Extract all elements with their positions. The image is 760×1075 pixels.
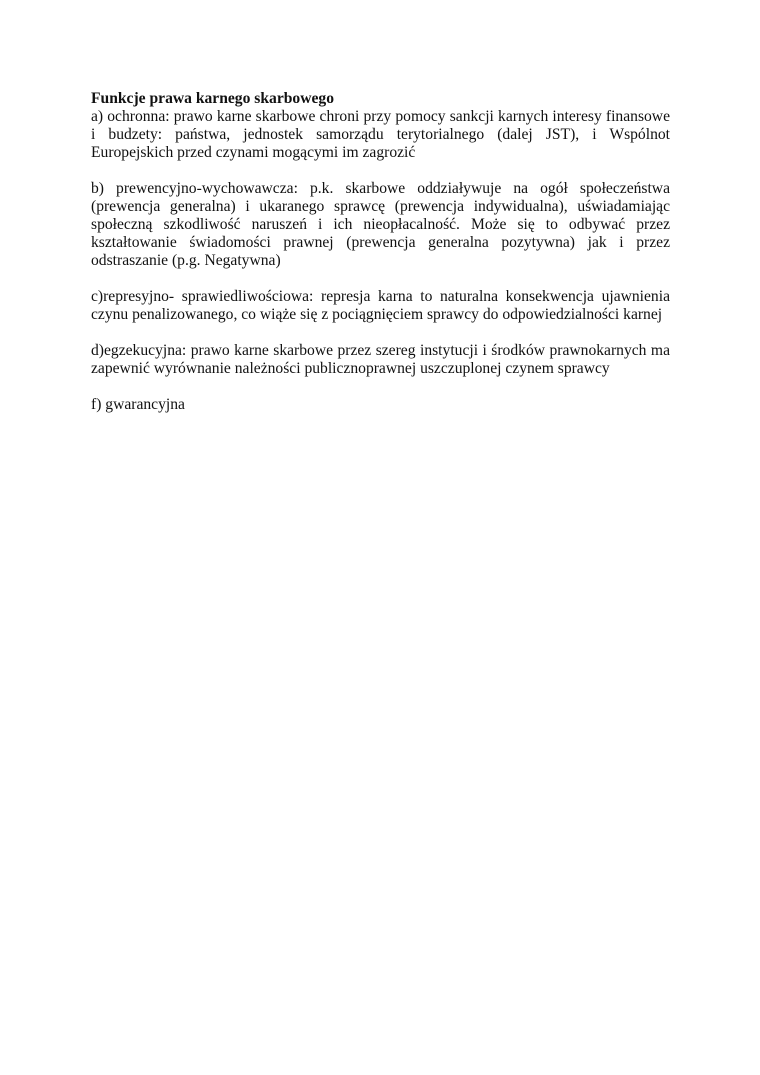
document-title: Funkcje prawa karnego skarbowego [91,90,335,107]
document-body [91,90,670,432]
paragraph-represyjno-sprawiedliwosciowa: c)represyjno- sprawiedliwościowa: represja karna to naturalna konsekwencja ujawnienia czynu penalizowanego, co wiąże się z pociągnięciem sprawcy do odpowiedzialności karnej [91,288,670,323]
paragraph-prewencyjno-wychowawcza: b) prewencyjno-wychowawcza: p.k. skarbowe oddziaływuje na ogół społeczeństwa (prewencja generalna) i ukaranego sprawcę (prewencja indywidualna), uświadamiając społeczną szkodliwość naruszeń i ich nieopłacalność. Może się to odbywać przez kształtowanie świadomości prawnej (prewencja generalna pozytywna) jak i przez odstraszanie (p.g. Negatywna) [91,180,670,269]
paragraph-egzekucyjna: d)egzekucyjna: prawo karne skarbowe przez szereg instytucji i środków prawnokarnych ma zapewnić wyrównanie należności publicznoprawnej uszczuplonej czynem sprawcy [91,342,670,377]
paragraph-ochronna: a) ochronna: prawo karne skarbowe chroni przy pomocy sankcji karnych interesy finansowe i budzety: państwa, jednostek samorządu terytorialnego (dalej JST), i Wspólnot Europejskich przed czynami mogącymi im zagrozić [91,108,670,161]
paragraph-gwarancyjna: f) gwarancyjna [91,396,185,413]
